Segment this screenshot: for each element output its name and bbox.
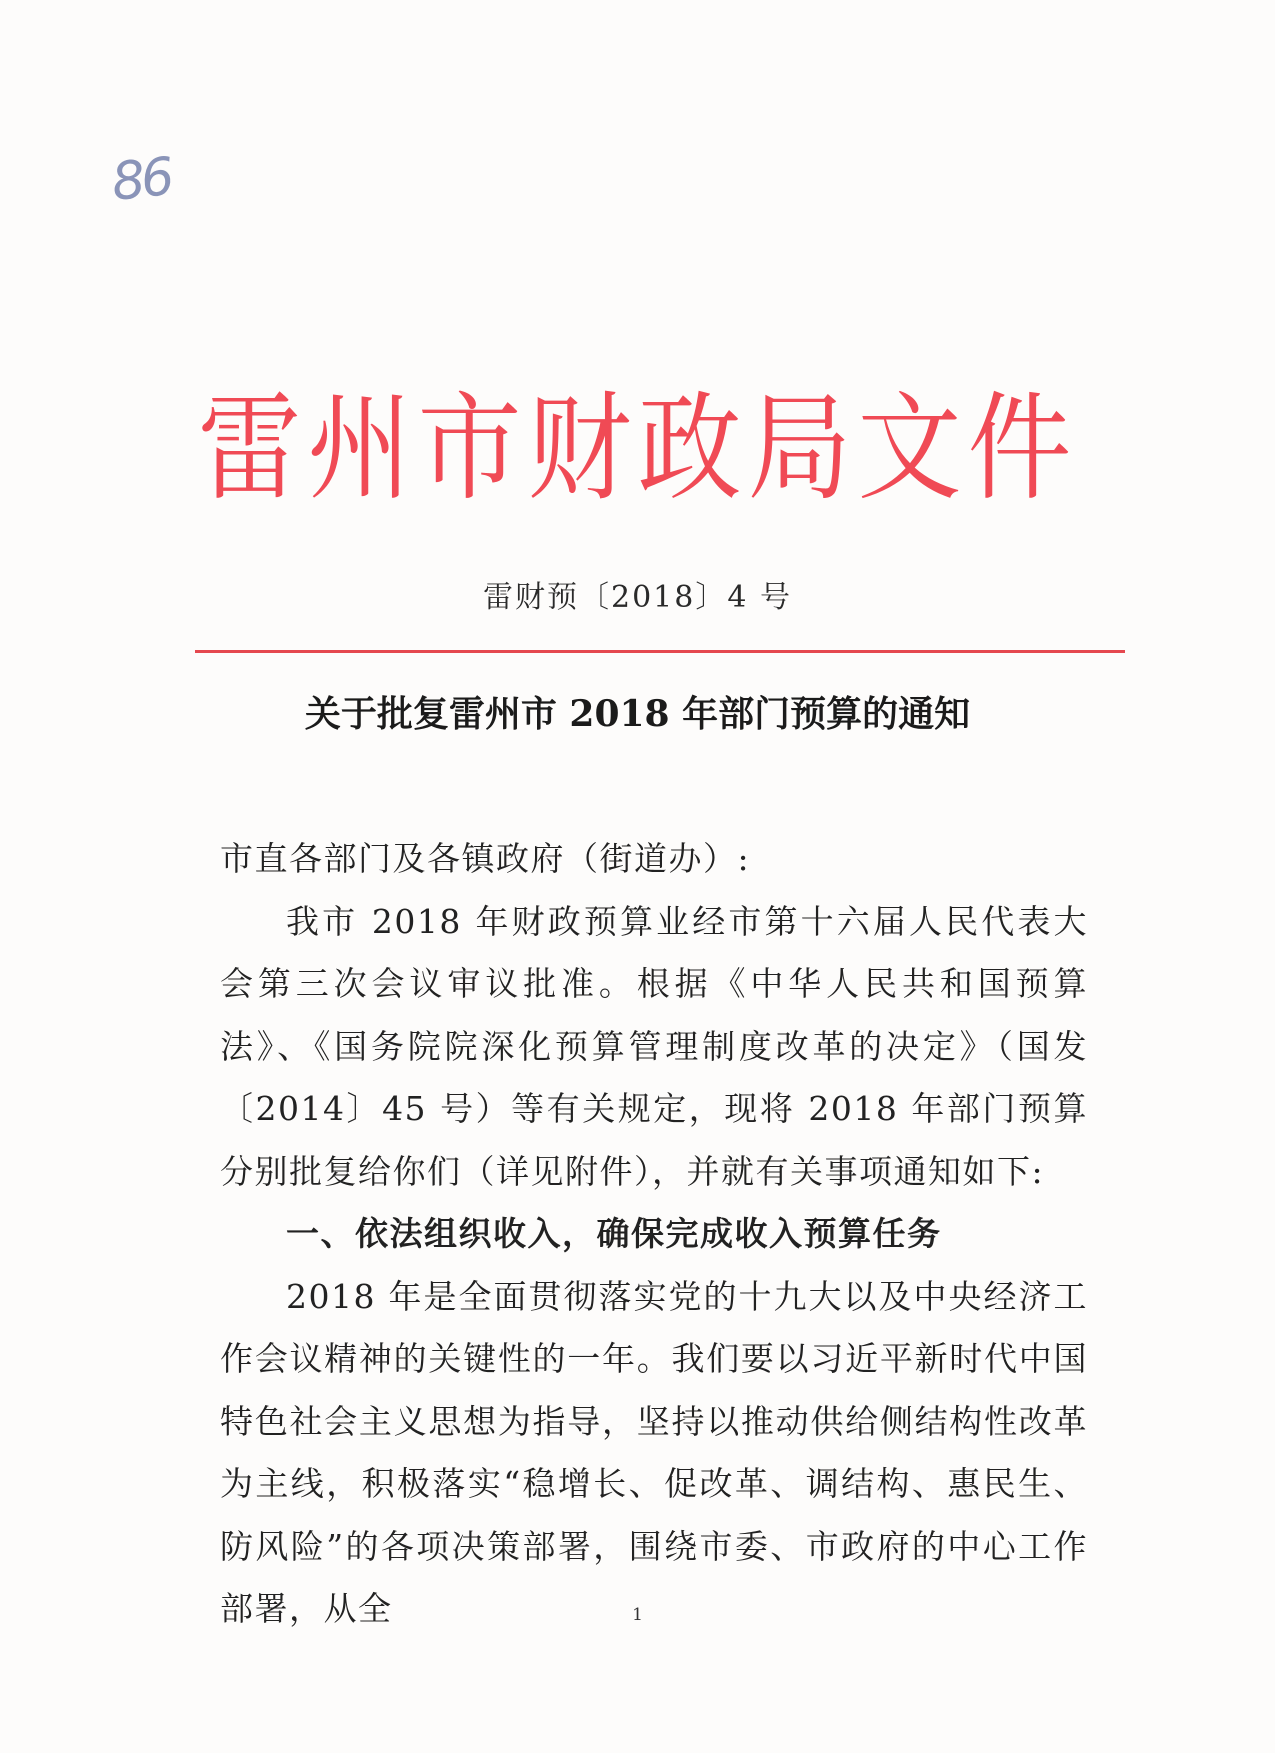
page-number: 1 [632, 1605, 643, 1625]
document-number: 雷财预〔2018〕4 号 [483, 580, 792, 615]
masthead-title: 雷州市财政局文件 [197, 379, 1078, 517]
paragraph-intro: 我市 2018 年财政预算业经市第十六届人民代表大会第三次会议审议批准。根据《中华人民共和国预算法》、《国务院院深化预算管理制度改革的决定》（国发〔2014〕45 号）等有关规定，现将 2018 年部门预算分别批复给你们（详见附件），并就有关事项通知如下: [220, 901, 1088, 1191]
paragraph-section-one: 2018 年是全面贯彻落实党的十九大以及中央经济工作会议精神的关键性的一年。我们要以习近平新时代中国特色社会主义思想为指导，坚持以推动供给侧结构性改革为主线，积极落实“稳增长、促改革、调结构、惠民生、防风险”的各项决策部署，围绕市委、市政府的中心工作部署，从全 [220, 1276, 1088, 1628]
salutation: 市直各部门及各镇政府（街道办）: [220, 839, 751, 878]
handwritten-mark: 86 [109, 147, 174, 213]
body-text [220, 828, 1088, 1641]
section-heading: 一、依法组织收入，确保完成收入预算任务 [286, 1214, 942, 1253]
red-divider-line [195, 650, 1125, 653]
notice-title: 关于批复雷州市 2018 年部门预算的通知 [304, 693, 971, 735]
